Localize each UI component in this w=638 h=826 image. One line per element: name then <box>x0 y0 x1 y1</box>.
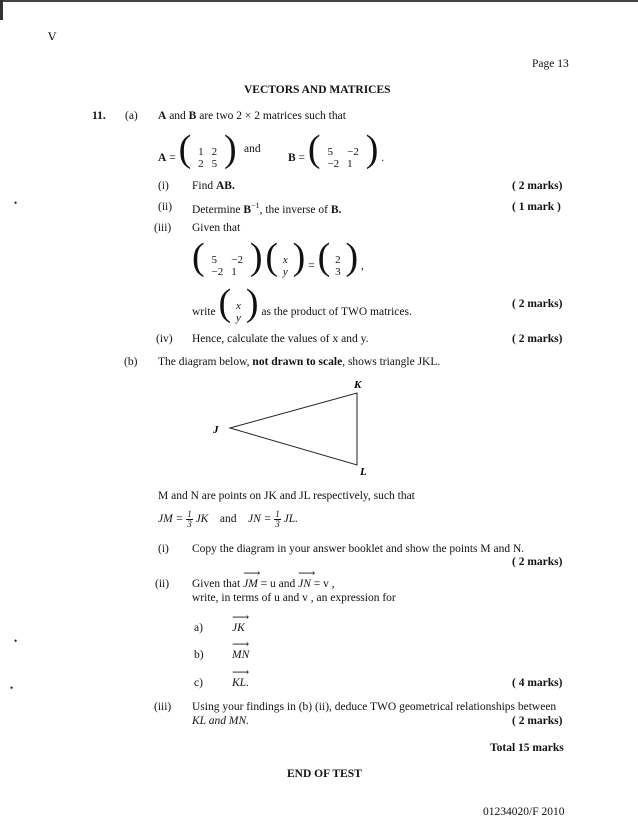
matrix-a-name: A <box>158 110 167 122</box>
superscript: −1 <box>251 201 260 210</box>
marks-label: ( 1 mark ) <box>512 201 561 213</box>
points-text: M and N are points on JK and JL respectively, such that <box>158 490 415 502</box>
matrix-b <box>323 146 362 170</box>
marks-label: ( 4 marks) <box>512 677 563 689</box>
subpart-text-tail: , the inverse of <box>259 203 328 216</box>
subpart-label: (ii) <box>155 578 170 590</box>
fraction-numerator: 1 <box>187 509 192 519</box>
subpart-label: (i) <box>158 180 169 192</box>
item-vector-label: JK <box>232 622 245 634</box>
part-a-intro: A and B are two 2 × 2 matrices such that <box>158 110 346 122</box>
matrix-a <box>194 146 221 170</box>
eq2-left: JN = <box>247 513 272 526</box>
scan-dot: • <box>14 198 18 208</box>
vector-jn-label: JN <box>298 578 311 590</box>
variable-vector <box>281 254 290 278</box>
marks-label: ( 2 marks) <box>512 556 563 568</box>
vector-arrow-icon: ⟶ <box>232 637 250 651</box>
item-label: b) <box>194 649 204 661</box>
scan-mark: ⱽ <box>48 30 57 50</box>
subpart-text: Using your findings in (b) (ii), deduce TWO geometrical relationships between <box>192 701 557 713</box>
paren-close: ) <box>345 236 359 278</box>
matrix-cell: −2 <box>211 266 224 279</box>
item-vector <box>232 665 250 689</box>
paren-close: ) <box>223 128 237 170</box>
total-marks: Total 15 marks <box>490 742 564 754</box>
matrix-cell: 5 <box>327 146 333 159</box>
matrix-cell: −2 <box>327 158 340 171</box>
marks-label: ( 2 marks) <box>512 333 563 345</box>
subpart-text-line2: write, in terms of u and v , an expression for <box>192 592 396 604</box>
page-title: VECTORS AND MATRICES <box>244 84 391 96</box>
eq-v-text: = v , <box>313 578 335 590</box>
subpart-text: Copy the diagram in your answer booklet and show the points M and N. <box>192 543 525 555</box>
subpart-text-bold: B. <box>330 203 342 216</box>
matrix-b-name: B <box>188 110 197 122</box>
eq-u-text: = u and <box>260 578 296 590</box>
paren-close: ) <box>249 236 263 278</box>
scan-edge-mark <box>0 0 638 2</box>
variable-vector <box>234 300 243 324</box>
paren-close: ) <box>245 282 259 324</box>
item-vector <box>232 610 250 634</box>
eq2-right: JL. <box>283 513 299 526</box>
part-b-intro-pre: The diagram below, <box>158 356 250 368</box>
paren-open: ( <box>192 236 205 278</box>
subpart-text-bold: AB. <box>215 180 235 192</box>
and-word: and <box>244 143 261 155</box>
marks-label: ( 2 marks) <box>512 180 563 192</box>
subpart-text-main: Determine <box>192 203 241 216</box>
vector-arrow-icon: ⟶ <box>298 566 316 580</box>
subpart-label: (iv) <box>156 333 173 345</box>
subpart-label: (ii) <box>158 201 173 213</box>
item-vector-label: MN <box>232 649 250 661</box>
paren-open: ( <box>218 282 232 324</box>
subpart-text <box>192 180 235 192</box>
paren-close: ) <box>292 236 306 278</box>
subpart-label: (i) <box>158 543 169 555</box>
page-number: Page 13 <box>532 58 569 70</box>
part-b-intro-bold: not drawn to scale <box>252 356 343 368</box>
subpart-text <box>192 201 341 216</box>
vector-arrow-icon: ⟶ <box>232 610 250 624</box>
paren-open: ( <box>307 128 321 170</box>
item-label: c) <box>194 677 203 689</box>
matrix-cell: −2 <box>231 254 243 267</box>
vector-jm <box>243 566 261 590</box>
vector-jm-label: JM <box>243 578 258 590</box>
vertex-label-k: K <box>354 379 362 391</box>
part-a-label: (a) <box>125 110 138 122</box>
matrix-cell: 1 <box>231 266 237 279</box>
eq1-right: JK <box>195 513 209 526</box>
eq1-left: JM = <box>158 513 184 526</box>
subpart-label: (iii) <box>154 222 172 234</box>
marks-label: ( 2 marks) <box>512 715 563 727</box>
vertex-label-j: J <box>213 424 219 436</box>
fraction-one-third <box>186 510 193 529</box>
part-b-intro <box>158 356 440 368</box>
paper-code: 01234020/F 2010 <box>483 806 565 818</box>
write-text-post: as the product of TWO matrices. <box>261 306 412 318</box>
scan-corner-mark <box>0 0 3 20</box>
paren-open: ( <box>265 236 279 278</box>
question-number: 11. <box>92 110 106 122</box>
write-instruction <box>192 284 412 324</box>
matrix-cell: 1 <box>347 158 353 171</box>
matrix-cell: 2 <box>335 254 341 267</box>
fraction-one-third <box>274 510 281 529</box>
fraction-numerator: 1 <box>275 509 280 519</box>
subpart-text-bold: B <box>243 203 252 216</box>
part-b-intro-post: , shows triangle JKL. <box>342 356 441 368</box>
paren-open: ( <box>178 128 192 170</box>
matrix-b-symbol: B <box>288 152 296 164</box>
matrix-b-definition: B = ( 5 −2 −2 1 ) . <box>288 128 385 171</box>
item-label: a) <box>194 622 203 634</box>
vector-arrow-icon: ⟶ <box>232 665 250 679</box>
item-vector-label: KL. <box>232 677 249 689</box>
vector-jn <box>298 566 316 590</box>
scan-dot: • <box>10 683 14 693</box>
part-b-label: (b) <box>124 356 138 368</box>
item-vector <box>232 637 250 661</box>
matrix-cell: 3 <box>335 266 341 279</box>
matrix-cell: 5 <box>211 254 218 267</box>
rhs-vector <box>333 254 343 278</box>
matrix-cell: 5 <box>211 158 218 171</box>
subpart-text-main: Find <box>192 180 214 192</box>
matrix-cell: 2 <box>211 146 218 159</box>
vertex-label-l: L <box>360 466 367 478</box>
matrix-cell: x <box>282 254 288 267</box>
scan-dot: • <box>14 636 18 646</box>
triangle-jkl-diagram <box>200 375 380 480</box>
ratio-equations <box>158 510 298 529</box>
write-text-pre: write <box>192 306 216 318</box>
paren-open: ( <box>317 236 331 278</box>
matrix-cell: y <box>236 312 241 325</box>
marks-label: ( 2 marks) <box>512 298 563 310</box>
matrix-cell: −2 <box>347 146 359 159</box>
matrix-cell: y <box>282 266 288 279</box>
paren-close: ) <box>365 128 379 170</box>
subpart-label: (iii) <box>154 701 172 713</box>
matrix-cell: 1 <box>198 146 204 159</box>
coefficient-matrix <box>208 254 247 278</box>
subpart-text: Hence, calculate the values of x and y. <box>192 333 369 345</box>
fraction-denominator: 3 <box>275 519 280 529</box>
matrix-a-definition: A = ( 1 2 2 5 ) <box>158 128 237 171</box>
part-a-intro-text: are two 2 × 2 matrices such that <box>199 110 346 122</box>
subpart-text-line2: KL and MN. <box>192 715 249 727</box>
matrix-cell: 2 <box>198 158 204 171</box>
fraction-denominator: 3 <box>187 519 192 529</box>
subpart-text <box>192 566 335 590</box>
given-text: Given that <box>192 578 241 590</box>
end-of-test: END OF TEST <box>287 768 362 780</box>
matrix-cell: x <box>236 300 241 313</box>
eq-and: and <box>219 513 237 526</box>
vector-arrow-icon: ⟶ <box>243 566 261 580</box>
matrix-equation: ( 5 −2 −2 1 ) ( x y ) = ( 2 3 ) , <box>192 236 364 279</box>
matrix-a-symbol: A <box>158 152 167 164</box>
subpart-text: Given that <box>192 222 241 234</box>
